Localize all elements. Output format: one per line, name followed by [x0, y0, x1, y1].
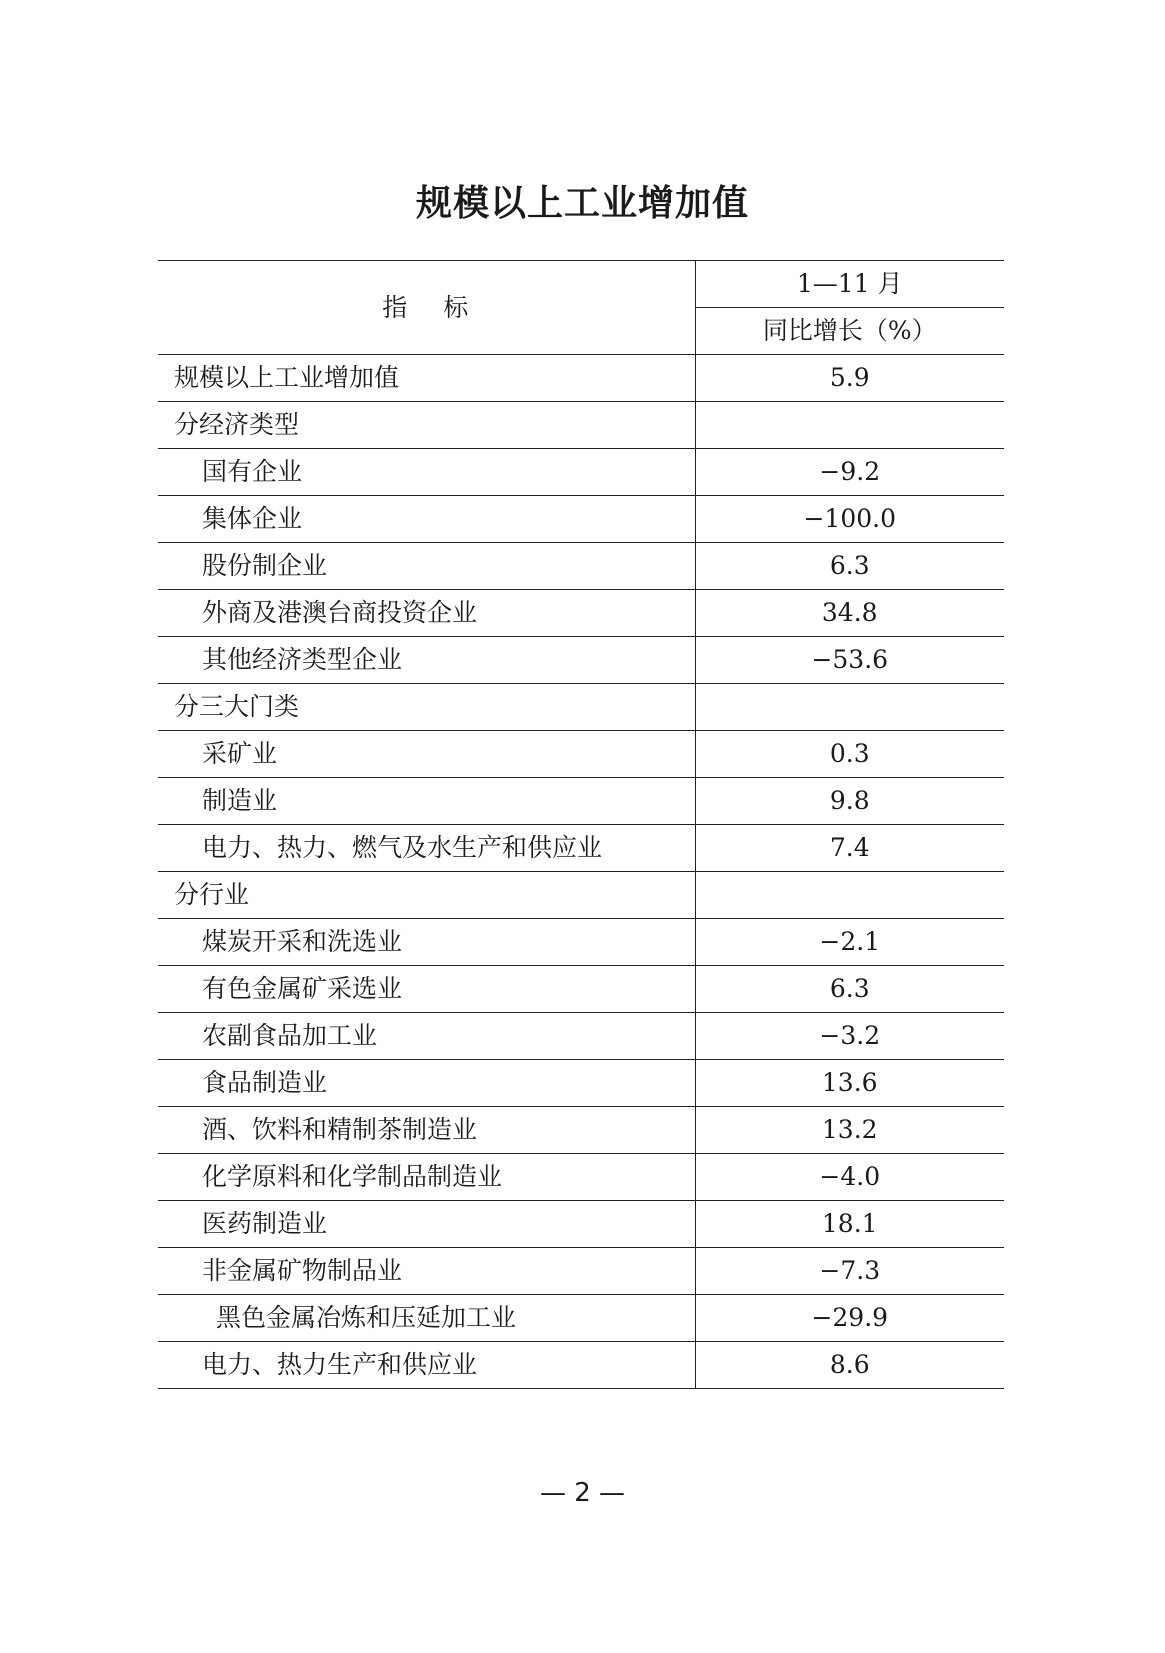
growth-value: −53.6: [695, 637, 1004, 684]
growth-value: −100.0: [695, 496, 1004, 543]
table-row: [158, 590, 1004, 637]
growth-value: 0.3: [695, 731, 1004, 778]
indicator-name: 有色金属矿采选业: [158, 966, 695, 1013]
indicator-name: 化学原料和化学制品制造业: [158, 1154, 695, 1201]
table-row: [158, 1201, 1004, 1248]
indicator-name: 股份制企业: [158, 543, 695, 590]
growth-value: −4.0: [695, 1154, 1004, 1201]
table-row: [158, 778, 1004, 825]
table-row: [158, 543, 1004, 590]
indicator-name: 煤炭开采和洗选业: [158, 919, 695, 966]
indicator-name: 采矿业: [158, 731, 695, 778]
table-row: [158, 496, 1004, 543]
indicator-name: 食品制造业: [158, 1060, 695, 1107]
indicator-name: 其他经济类型企业: [158, 637, 695, 684]
indicator-name: 电力、热力、燃气及水生产和供应业: [158, 825, 695, 872]
period-header: 1—11 月: [695, 261, 1004, 308]
growth-value: −29.9: [695, 1295, 1004, 1342]
page-title: 规模以上工业增加值: [415, 183, 749, 224]
growth-value: 6.3: [695, 543, 1004, 590]
growth-value: 34.8: [695, 590, 1004, 637]
indicator-name: 分行业: [158, 872, 695, 919]
growth-value: 5.9: [695, 355, 1004, 402]
table-row: [158, 1107, 1004, 1154]
indicator-name: 农副食品加工业: [158, 1013, 695, 1060]
indicator-header: 指 标: [158, 261, 695, 355]
growth-value: 18.1: [695, 1201, 1004, 1248]
indicator-name: 非金属矿物制品业: [158, 1248, 695, 1295]
table-row: [158, 872, 1004, 919]
growth-value: [695, 402, 1004, 449]
table-row: [158, 1342, 1004, 1389]
indicator-name: 外商及港澳台商投资企业: [158, 590, 695, 637]
unit-header: 同比增长（%）: [695, 308, 1004, 355]
table-row: [158, 684, 1004, 731]
table-row: [158, 1013, 1004, 1060]
table-row: [158, 825, 1004, 872]
table-row: [158, 402, 1004, 449]
indicator-name: 集体企业: [158, 496, 695, 543]
growth-value: [695, 872, 1004, 919]
table-row: [158, 731, 1004, 778]
indicator-name: 医药制造业: [158, 1201, 695, 1248]
table-row: [158, 966, 1004, 1013]
table-row: [158, 1248, 1004, 1295]
growth-value: 13.6: [695, 1060, 1004, 1107]
growth-value: 8.6: [695, 1342, 1004, 1389]
page-number: — 2 —: [539, 1478, 626, 1508]
growth-value: −2.1: [695, 919, 1004, 966]
growth-value: 9.8: [695, 778, 1004, 825]
table-row: [158, 449, 1004, 496]
table-header-row: [158, 261, 1004, 308]
table-row: [158, 637, 1004, 684]
table-row: [158, 1295, 1004, 1342]
indicator-name: 分三大门类: [158, 684, 695, 731]
indicator-name: 电力、热力生产和供应业: [158, 1342, 695, 1389]
growth-value: −3.2: [695, 1013, 1004, 1060]
indicator-name: 黑色金属冶炼和压延加工业: [158, 1295, 695, 1342]
indicator-name: 酒、饮料和精制茶制造业: [158, 1107, 695, 1154]
growth-value: 7.4: [695, 825, 1004, 872]
growth-value: −7.3: [695, 1248, 1004, 1295]
growth-value: [695, 684, 1004, 731]
indicator-name: 制造业: [158, 778, 695, 825]
indicator-name: 国有企业: [158, 449, 695, 496]
table-row: [158, 1154, 1004, 1201]
growth-value: 13.2: [695, 1107, 1004, 1154]
table-row: [158, 1060, 1004, 1107]
table-row: [158, 355, 1004, 402]
table-row: [158, 919, 1004, 966]
statistics-table: [158, 260, 1004, 1389]
growth-value: 6.3: [695, 966, 1004, 1013]
growth-value: −9.2: [695, 449, 1004, 496]
indicator-name: 规模以上工业增加值: [158, 355, 695, 402]
indicator-name: 分经济类型: [158, 402, 695, 449]
